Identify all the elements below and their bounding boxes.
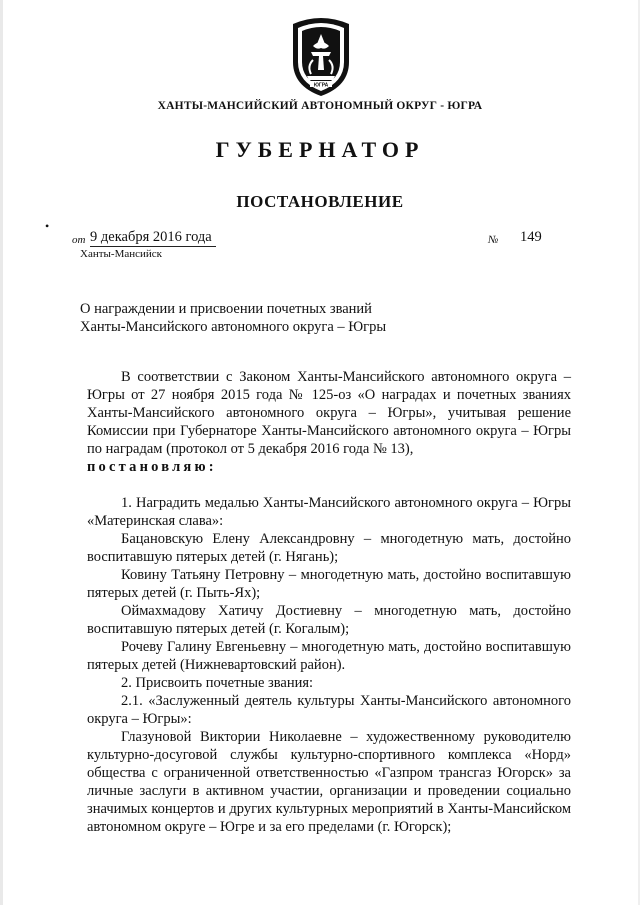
item-2-1-heading: 2.1. «Заслуженный деятель культуры Ханты-Мансийского автономного округа – Югры»: [87, 693, 571, 727]
stray-mark: • [45, 219, 50, 233]
resolve-line [87, 458, 571, 476]
region-title: ХАНТЫ-МАНСИЙСКИЙ АВТОНОМНЫЙ ОКРУГ - ЮГРА [157, 100, 483, 112]
scan-edge-left [0, 0, 3, 905]
governor-title: ГУБЕРНАТОР [215, 137, 425, 162]
number-prefix: № [488, 234, 499, 246]
honor-1: Глазуновой Виктории Николаевне – художественному руководителю культурно-досуговой службы культурно-спортивного комплекса «Норд» общества с ограниченной ответственностью «Газпром трансгаз Югорск» за личные заслуги в активном участии, организации и проведении социально значимых концертов и других культурных мероприятий в Ханты-Мансийском автономном округе – Югре и за его пределами (г. Югорск); [87, 729, 571, 835]
decree-date: 9 декабря 2016 года [90, 228, 216, 247]
preamble-paragraph: В соответствии с Законом Ханты-Мансийского автономного округа – Югры от 27 ноября 2015 года № 125-оз «О наградах и почетных званиях Ханты-Мансийского автономного округа – Югры», учитывая решение Комиссии при Губернаторе Ханты-Мансийского автономного округа – Югры по наградам (протокол от 5 декабря 2016 года № 13), [87, 369, 571, 457]
emblem-text: ЮГРА [313, 82, 329, 89]
award-3: Оймахмадову Хатичу Достиевну – многодетную мать, достойно воспитавшую пятерых детей (г. Когалым); [87, 603, 571, 637]
resolve-word: постановляю: [87, 459, 217, 475]
date-prefix: от [72, 234, 86, 246]
decree-subject [80, 300, 386, 336]
subject-line-2: Ханты-Мансийского автономного округа – Югры [80, 319, 387, 335]
item-2-heading: 2. Присвоить почетные звания: [121, 675, 314, 691]
award-4: Рочеву Галину Евгеньевну – многодетную мать, достойно воспитавшую пятерых детей (Нижневартовский район). [87, 639, 571, 673]
decree-body [87, 368, 571, 836]
award-1: Бацановскую Елену Александровну – многодетную мать, достойно воспитавшую пятерых детей (г. Нягань); [87, 531, 571, 565]
subject-line-1: О награждении и присвоении почетных званий [80, 301, 372, 317]
document-type: ПОСТАНОВЛЕНИЕ [236, 192, 404, 211]
city: Ханты-Мансийск [80, 248, 163, 260]
award-2: Ковину Татьяну Петровну – многодетную мать, достойно воспитавшую пятерых детей (г. Пыть-Ях); [87, 567, 571, 601]
item-1-heading: 1. Наградить медалью Ханты-Мансийского автономного округа – Югры «Материнская слава»: [87, 495, 571, 529]
decree-number: 149 [520, 229, 542, 245]
coat-of-arms-emblem [283, 16, 359, 100]
